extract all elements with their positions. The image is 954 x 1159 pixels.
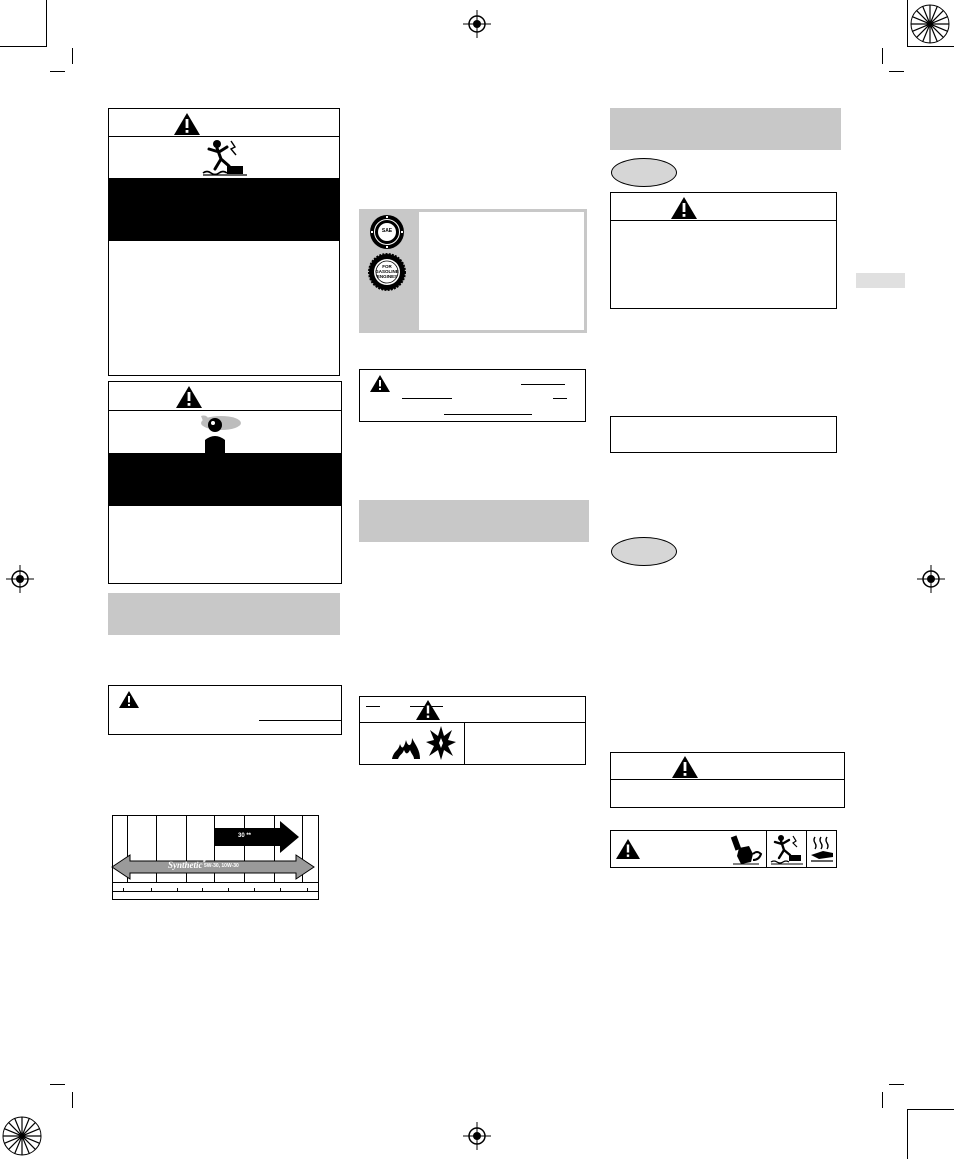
warning-triangle-icon — [415, 699, 441, 721]
registration-mark-icon — [917, 565, 945, 593]
hot-surface-icon — [809, 835, 835, 863]
explosion-icon — [426, 726, 456, 760]
sae-30-label: 30 ** — [238, 833, 252, 839]
caution-box-right — [610, 192, 837, 309]
warning-triangle-icon — [369, 374, 391, 393]
api-symbol-block — [359, 209, 587, 333]
section-heading-panel — [359, 500, 589, 542]
icon-divider — [766, 831, 767, 867]
warning-header — [360, 697, 585, 723]
warning-header — [611, 193, 836, 221]
synthetic-asterisk: * — [202, 860, 206, 866]
api-certification-starburst-icon — [368, 253, 406, 291]
starburst-text: FOR GASOLINE ENGINES — [375, 264, 399, 279]
oil-viscosity-chart — [110, 815, 320, 901]
black-hazard-bar — [109, 178, 339, 241]
color-calibration-wheel-icon — [910, 4, 950, 44]
caution-box — [359, 369, 586, 422]
fire-flame-icon — [390, 730, 422, 760]
api-donut-center-text: SAE — [381, 228, 393, 234]
registration-mark-icon — [463, 10, 491, 38]
warning-box-electrocution — [108, 108, 340, 376]
warning-triangle-icon — [173, 112, 201, 136]
section-side-tab — [856, 273, 905, 288]
registration-mark-icon — [6, 565, 34, 593]
underline-rule — [259, 720, 341, 721]
underline-rule — [402, 398, 452, 399]
person-falling-electrocution-icon — [201, 139, 249, 179]
synthetic-label — [168, 860, 206, 870]
warning-box-right — [610, 752, 845, 808]
color-calibration-wheel-icon — [2, 1116, 42, 1156]
section-heading-panel — [610, 108, 841, 150]
warning-header — [109, 382, 341, 411]
synthetic-grades-label: 5W-30, 10W-30 — [204, 863, 239, 869]
section-heading-panel — [108, 593, 340, 635]
warning-triangle-icon — [615, 838, 641, 860]
icon-divider — [806, 831, 807, 867]
underline-rule — [521, 384, 565, 385]
underline-rule — [444, 414, 532, 415]
icon-divider — [464, 723, 465, 764]
underline-rule — [553, 398, 567, 399]
warning-box-fire-explosion — [359, 696, 586, 765]
toxic-fumes-head-icon — [195, 414, 243, 454]
warning-triangle-icon — [671, 755, 699, 779]
hand-entanglement-icon — [729, 834, 763, 866]
api-service-symbol-icon — [369, 214, 405, 250]
warning-header — [109, 109, 339, 137]
electric-shock-icon — [769, 834, 805, 866]
registration-mark-icon — [463, 1122, 491, 1150]
caution-box — [108, 685, 342, 735]
step-ellipse — [611, 537, 677, 566]
warning-box-fumes — [108, 381, 342, 584]
step-ellipse — [611, 158, 677, 187]
api-info-box — [416, 209, 587, 333]
hazard-icon-strip — [610, 830, 837, 868]
note-box — [610, 416, 837, 453]
warning-triangle-icon — [175, 385, 203, 409]
black-hazard-bar — [109, 453, 341, 506]
warning-triangle-icon — [670, 196, 698, 220]
synthetic-word: Synthetic — [168, 860, 203, 870]
warning-header — [611, 753, 844, 780]
warning-triangle-icon — [118, 690, 140, 709]
